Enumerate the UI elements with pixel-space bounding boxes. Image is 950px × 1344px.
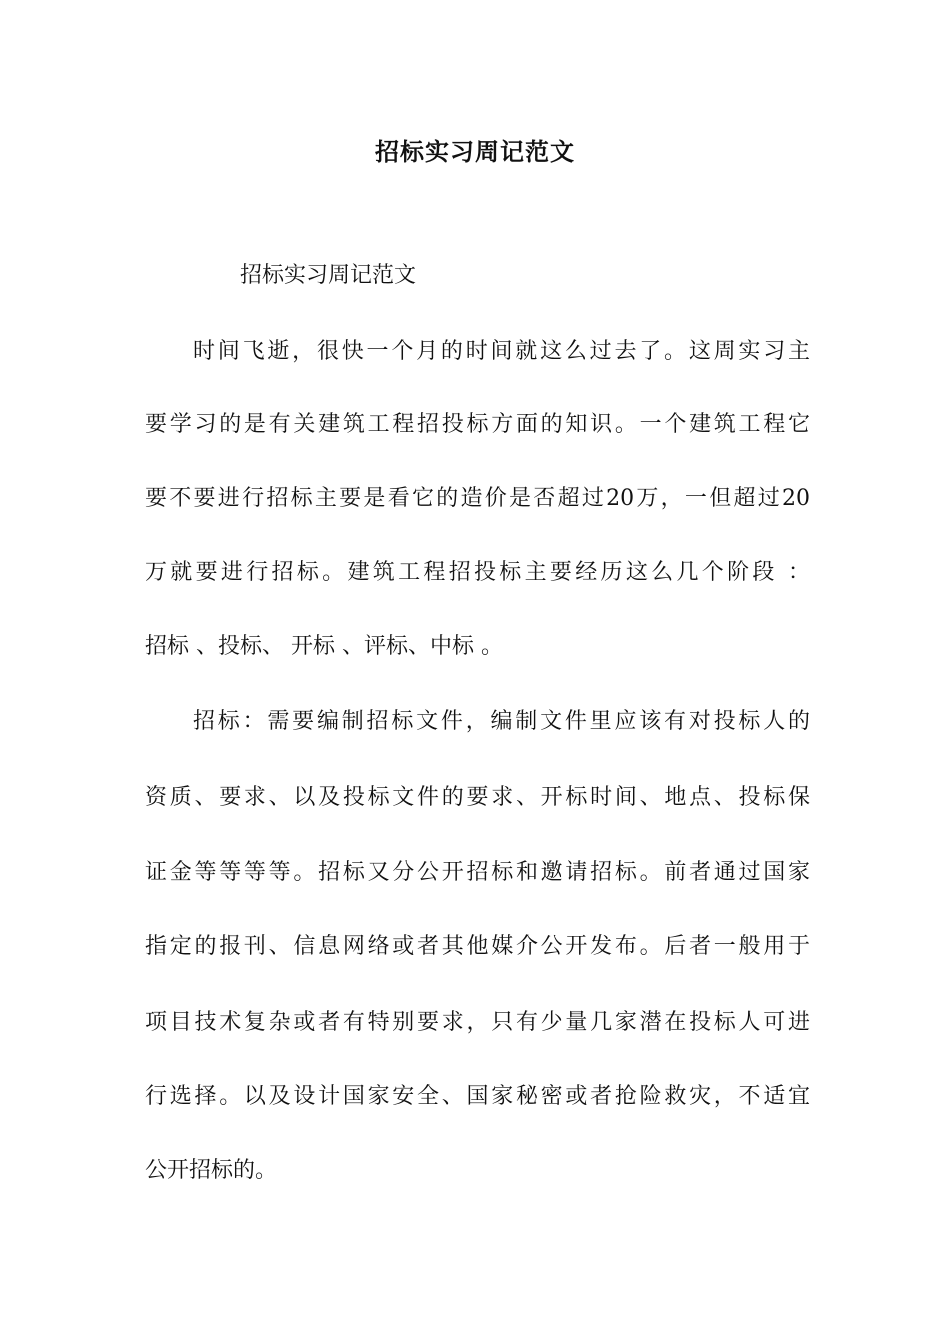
paragraph-2-line-6: 行选择。以及设计国家安全、国家秘密或者抢险救灾，不适宜 — [145, 1084, 810, 1109]
document-title: 招标实习周记范文 — [375, 137, 575, 166]
paragraph-2-line-3: 证金等等等等。招标又分公开招标和邀请招标。前者通过国家 — [145, 860, 810, 885]
paragraph-2-line-4: 指定的报刊、信息网络或者其他媒介公开发布。后者一般用于 — [145, 934, 810, 959]
paragraph-1-line-2: 要学习的是有关建筑工程招投标方面的知识。一个建筑工程它 — [145, 412, 810, 437]
paragraph-2-line-5: 项目技术复杂或者有特别要求，只有少量几家潜在投标人可进 — [145, 1010, 810, 1035]
paragraph-2-line-2: 资质、要求、以及投标文件的要求、开标时间、地点、投标保 — [145, 785, 810, 810]
paragraph-1-line-1: 时间飞逝，很快一个月的时间就这么过去了。这周实习主 — [193, 339, 810, 364]
paragraph-1-line-3: 要不要进行招标主要是看它的造价是否超过20万，一但超过20 — [145, 486, 810, 511]
paragraph-1-line-4: 万就要进行招标。建筑工程招投标主要经历这么几个阶段 ： — [145, 560, 810, 585]
paragraph-2-line-7: 公开招标的。 — [145, 1158, 278, 1183]
paragraph-1-line-5: 招标 、投标、 开标 、评标、中标 。 — [145, 634, 503, 659]
paragraph-2-line-1: 招标：需要编制招标文件，编制文件里应该有对投标人的 — [193, 709, 810, 734]
document-subtitle: 招标实习周记范文 — [240, 263, 417, 288]
